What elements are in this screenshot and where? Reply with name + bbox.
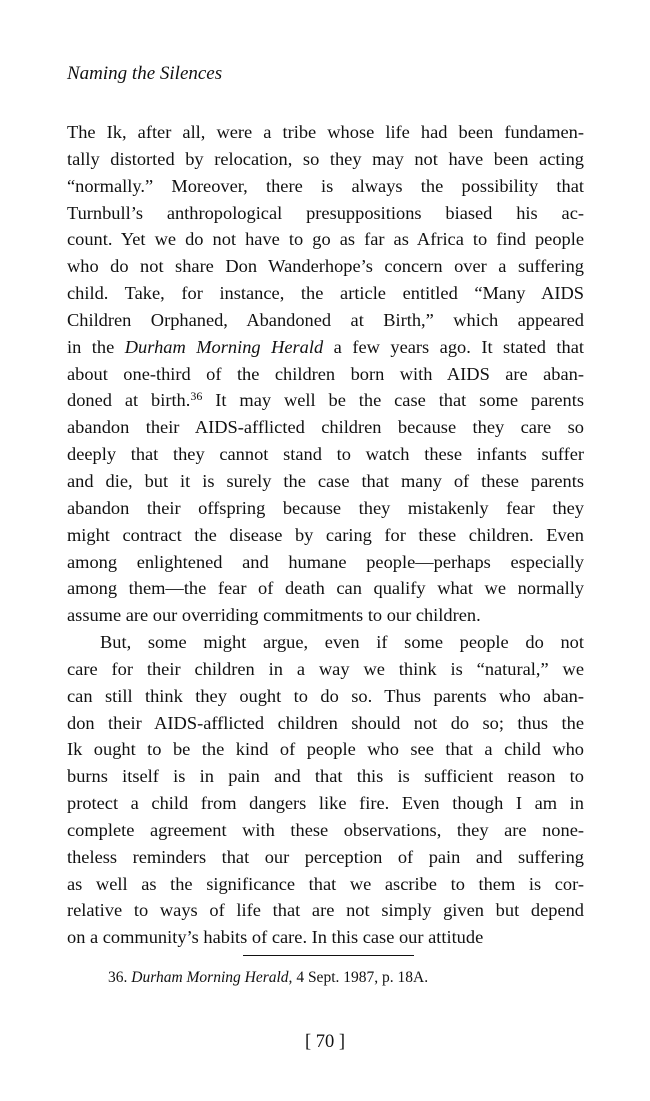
text-segment: might contract the disease by caring for these children. Even [67, 524, 584, 545]
text-segment: complete agreement with these observations, they are none- [67, 819, 584, 840]
text-line [67, 683, 584, 710]
text-segment: care for their children in a way we think is “natural,” we [67, 658, 584, 679]
text-line [67, 495, 584, 522]
text-line [67, 387, 584, 414]
italic-text: Durham Morning Herald [124, 336, 324, 357]
text-segment: It may well be the case that some parents [202, 390, 584, 411]
paragraph-1 [67, 119, 584, 629]
text-segment: abandon their AIDS-afflicted children because they care so [67, 417, 584, 438]
text-segment: who do not share Don Wanderhope’s concern over a suffering [67, 256, 584, 277]
text-segment: “normally.” Moreover, there is always the possibility that [67, 175, 584, 196]
text-line [67, 790, 584, 817]
text-line [67, 871, 584, 898]
text-segment: protect a child from dangers like fire. Even though I am in [67, 793, 584, 814]
text-line [67, 334, 584, 361]
text-segment: as well as the significance that we ascribe to them is cor- [67, 873, 584, 894]
footnote-reference: 36 [190, 389, 203, 404]
text-line [67, 468, 584, 495]
text-line [67, 522, 584, 549]
text-line [67, 253, 584, 280]
text-line [67, 441, 584, 468]
text-line [67, 710, 584, 737]
text-segment: abandon their offspring because they mistakenly fear they [67, 497, 584, 518]
text-segment: on a community’s habits of care. In this case our attitude [67, 927, 484, 948]
text-segment: and die, but it is surely the case that many of these parents [67, 470, 584, 491]
page-number: [ 70 ] [304, 1032, 346, 1052]
text-segment: among them—the fear of death can qualify what we normally [67, 578, 584, 599]
text-segment: assume are our overriding commitments to our children. [67, 605, 481, 626]
text-segment: don their AIDS-afflicted children should not do so; thus the [67, 712, 584, 733]
text-line [67, 414, 584, 441]
text-segment: can still think they ought to do so. Thus parents who aban- [67, 685, 584, 706]
footnote-source: Durham Morning Herald, [131, 969, 293, 986]
text-line [67, 200, 584, 227]
text-segment: among enlightened and humane people—perhaps especially [67, 551, 584, 572]
text-segment: The Ik, after all, were a tribe whose life had been fundamen- [67, 122, 584, 142]
text-line [67, 575, 584, 602]
text-line [67, 844, 584, 871]
text-line [67, 656, 584, 683]
text-line [67, 817, 584, 844]
text-segment: tally distorted by relocation, so they may not have been acting [67, 148, 584, 169]
text-line [67, 226, 584, 253]
text-line [67, 736, 584, 763]
footnote-rule [243, 955, 414, 956]
text-line [67, 280, 584, 307]
text-segment: child. Take, for instance, the article entitled “Many AIDS [67, 283, 584, 304]
text-line [67, 549, 584, 576]
text-line [67, 602, 584, 629]
footnote [108, 968, 428, 988]
text-segment: a few years ago. It stated that [323, 336, 585, 357]
text-segment: in the [67, 336, 125, 357]
footnote-number: 36. [108, 969, 128, 986]
text-segment: relative to ways of life that are not simply given but depend [67, 900, 584, 921]
text-line [67, 361, 584, 388]
text-segment: theless reminders that our perception of pain and suffering [67, 846, 584, 867]
text-segment: But, some might argue, even if some people do not [100, 632, 584, 653]
text-line [67, 307, 584, 334]
text-segment: Children Orphaned, Abandoned at Birth,” which appeared [67, 309, 584, 330]
text-line [67, 763, 584, 790]
text-segment: doned at birth. [67, 390, 191, 411]
footnote-details: 4 Sept. 1987, p. 18A. [296, 969, 429, 986]
paragraph-2 [67, 629, 584, 951]
text-line [67, 897, 584, 924]
text-segment: Turnbull’s anthropological presuppositions biased his ac- [67, 202, 584, 223]
text-line [67, 146, 584, 173]
text-segment: deeply that they cannot stand to watch these infants suffer [67, 444, 584, 465]
body-text [67, 119, 584, 951]
text-segment: Ik ought to be the kind of people who see that a child who [67, 739, 584, 760]
running-head: Naming the Silences [67, 63, 223, 84]
text-segment: about one-third of the children born with AIDS are aban- [67, 363, 584, 384]
text-line [67, 924, 584, 951]
text-line [67, 119, 584, 146]
text-segment: burns itself is in pain and that this is sufficient reason to [67, 766, 584, 787]
text-segment: count. Yet we do not have to go as far as Africa to find people [67, 229, 584, 250]
text-line [67, 173, 584, 200]
text-line [67, 629, 584, 656]
